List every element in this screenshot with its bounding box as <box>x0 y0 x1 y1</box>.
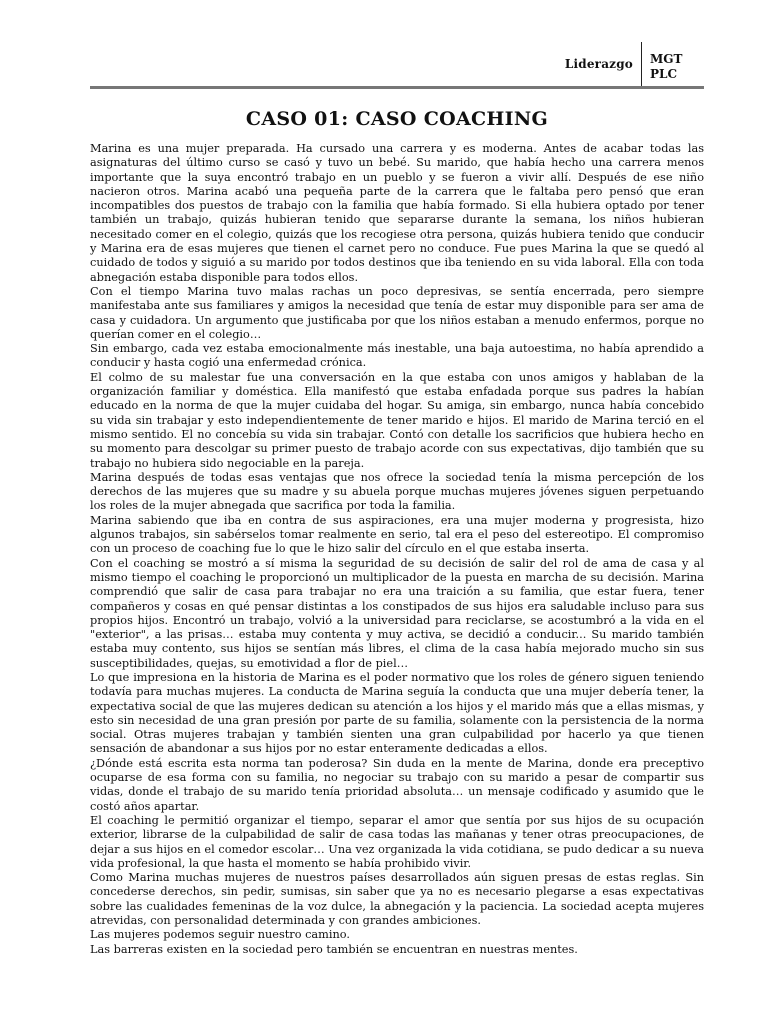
paragraph: Las mujeres podemos seguir nuestro camino. <box>90 928 350 942</box>
paragraph: Lo que impresiona en la historia de Marina es el poder normativo que los roles de género siguen teniendo todavía para muchas mujeres. La conducta de Marina seguía la conducta que una mujer debería tener, la expectativa social de que las mujeres dedican su atención a los hijos y el marido más que a ellas mismas, y esto sin necesidad de una gran presión por parte de su familia, solamente con la persistencia de la norma social. Otras mujeres trabajan y también sienten una gran culpabilidad por hacerlo ya que tienen sensación de abandonar a sus hijos por no estar enteramente dedicadas a ellos. <box>90 670 704 756</box>
paragraph: Con el coaching se mostró a sí misma la seguridad de su decisión de salir del rol de ama de casa y al mismo tiempo el coaching le proporcionó un multiplicador de la puesta en marcha de su decisión. Marina comprendió que salir de casa para trabajar no era una traición a su familia, que estar fuera, tener compañeros y cosas en qué pensar distintas a los constipados de sus hijos era saludable incluso para sus propios hijos. Encontró un trabajo, volvió a la universidad para reciclarse, se acostumbró a la vida en el "exterior", a las prisas… estaba muy contenta y muy activa, se decidió a conducir... Su marido también estaba muy contento, sus hijos se sentían más libres, el clima de la casa había mejorado mucho sin sus susceptibilidades, quejas, su emotividad a flor de piel… <box>90 556 704 670</box>
paragraph: Como Marina muchas mujeres de nuestros países desarrollados aún siguen presas de estas reglas. Sin concederse derechos, sin pedir, sumisas, sin saber que ya no es necesario plegarse a esas expectativas sobre las cualidades femeninas de la voz dulce, la abnegación y la paciencia. La sociedad acepta mujeres atrevidas, con personalidad determinada y con grandes ambiciones. <box>90 871 704 928</box>
document-title: CASO 01: CASO COACHING <box>245 108 549 130</box>
document-body <box>90 142 704 957</box>
paragraph: Sin embargo, cada vez estaba emocionalmente más inestable, una baja autoestima, no había aprendido a conducir y hasta cogió una enfermedad crónica. <box>90 342 704 370</box>
paragraph: Las barreras existen en la sociedad pero también se encuentran en nuestras mentes. <box>90 942 578 956</box>
paragraph: Con el tiempo Marina tuvo malas rachas un poco depresivas, se sentía encerrada, pero siempre manifestaba ante sus familiares y amigos la necesidad que tenía de estar muy disponible para ser ama de casa y cuidadora. Un argumento que justificaba por que los niños estaban a menudo enfermos, porque no querían comer en el colegio… <box>90 284 704 341</box>
header-rule <box>90 86 704 89</box>
paragraph: Marina sabiendo que iba en contra de sus aspiraciones, era una mujer moderna y progresista, hizo algunos trabajos, sin sabérselos tomar realmente en serio, tal era el peso del estereotipo. El compromiso con un proceso de coaching fue lo que le hizo salir del círculo en el que estaba inserta. <box>90 513 704 556</box>
paragraph: Marina es una mujer preparada. Ha cursado una carrera y es moderna. Antes de acabar todas las asignaturas del último curso se casó y tuvo un bebé. Su marido, que había hecho una carrera menos importante que la suya encontró trabajo en un pueblo y se fueron a vivir allí. Después de ese niño nacieron otros. Marina acabó una pequeña parte de la carrera que le faltaba pero pensó que eran incompatibles dos puestos de trabajo con la familia que había formado. Si ella hubiera optado por tener también un trabajo, quizás hubieran tenido que separarse durante la semana, los niños hubieran necesitado comer en el colegio, quizás que los recogiese otra persona, quizás hubiera tenido que conducir y Marina era de esas mujeres que tienen el carnet pero no conduce. Fue pues Marina la que se quedó al cuidado de todos y siguió a su marido por todos destinos que iba teniendo en su vida laboral. Ella con toda abnegación estaba disponible para todos ellos. <box>90 142 704 284</box>
paragraph: ¿Dónde está escrita esta norma tan poderosa? Sin duda en la mente de Marina, donde era preceptivo ocuparse de esa forma con su familia, no negociar su trabajo con su marido a pesar de compartir sus vidas, donde el trabajo de su marido tenía prioridad absoluta… un mensaje codificado y asumido que le costó años apartar. <box>90 756 704 813</box>
paragraph: El coaching le permitió organizar el tiempo, separar el amor que sentía por sus hijos de su ocupación exterior, librarse de la culpabilidad de salir de casa todas las mañanas y tener otras preocupaciones, de dejar a sus hijos en el comedor escolar… Una vez organizada la vida cotidiana, se pudo dedicar a su nueva vida profesional, la que hasta el momento se había prohibido vivir. <box>90 813 704 870</box>
header-code-line2: PLC <box>650 67 678 81</box>
paragraph: Marina después de todas esas ventajas que nos ofrece la sociedad tenía la misma percepción de los derechos de las mujeres que su madre y su abuela porque muchas mujeres jóvenes siguen perpetuando los roles de la mujer abnegada que sacrifica por toda la familia. <box>90 470 704 513</box>
header-code <box>642 42 704 86</box>
header-code-line1: MGT <box>650 52 683 66</box>
paragraph: El colmo de su malestar fue una conversación en la que estaba con unos amigos y hablaban de la organización familiar y doméstica. Ella manifestó que estaba enfadada porque sus padres la habían educado en la norma de que la mujer cuidaba del hogar. Su amiga, sin embargo, nunca había concebido su vida sin trabajar y esto independientemente de tener marido e hijos. El marido de Marina terció en el mismo sentido. El no concebía su vida sin trabajar. Contó con detalle los sacrificios que hubiera hecho en su momento para descolgar su primer puesto de trabajo acorde con sus expectativas, dijo también que su trabajo no hubiera sido negociable en la pareja. <box>90 370 704 470</box>
page-header <box>565 42 704 86</box>
header-course-label: Liderazgo <box>564 57 633 71</box>
